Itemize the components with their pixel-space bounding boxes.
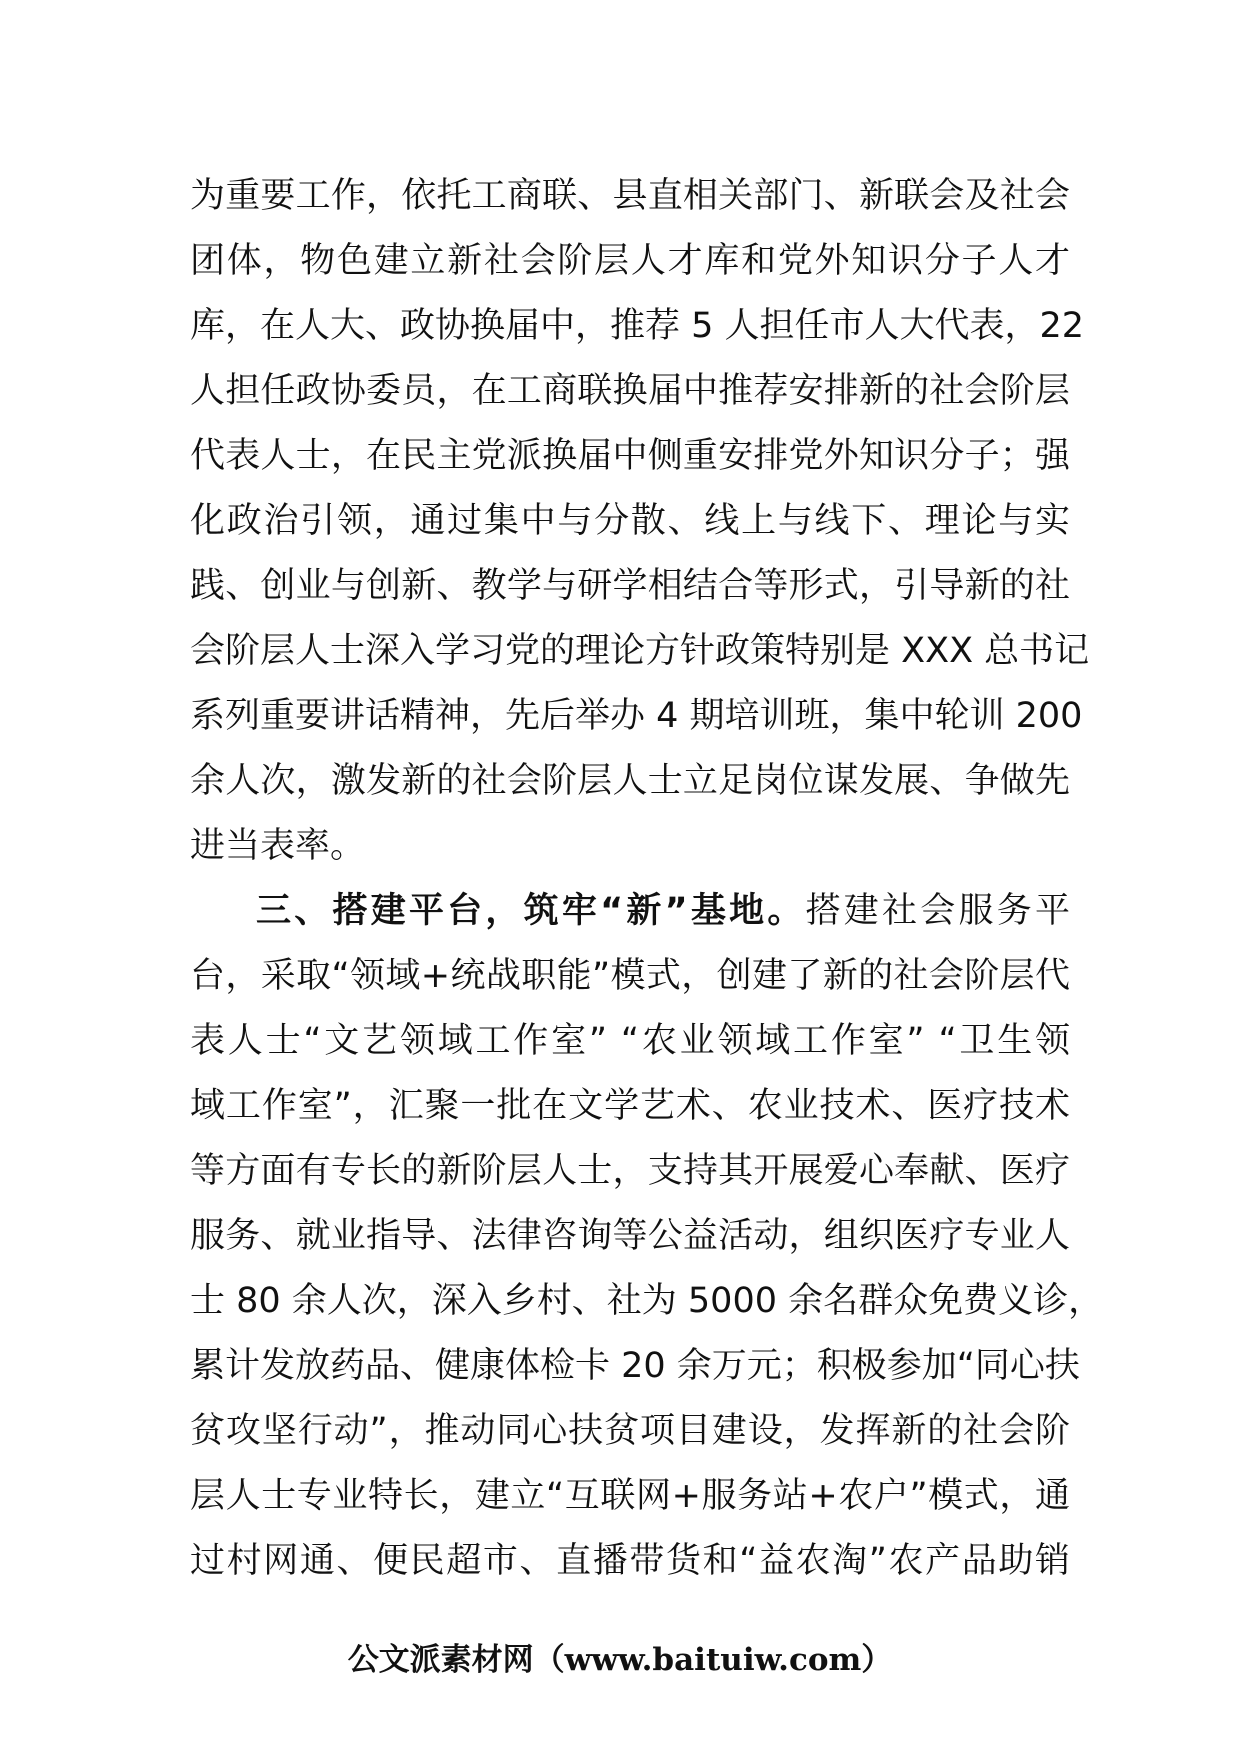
text-line: 化政治引领，通过集中与分散、线上与线下、理论与实 bbox=[190, 501, 1070, 541]
section-heading: 三、搭建平台，筑牢“新”基地。 bbox=[256, 891, 806, 931]
text-line: 进当表率。 bbox=[190, 826, 366, 866]
text-line: 库，在人大、政协换届中，推荐 5 人担任市人大代表，22 bbox=[190, 306, 1085, 346]
text-line: 域工作室”，汇聚一批在文学艺术、农业技术、医疗技术 bbox=[190, 1086, 1070, 1126]
footer-watermark: 公文派素材网（www.baituiw.com） bbox=[347, 1642, 893, 1678]
text-line: 台，采取“领域+统战职能”模式，创建了新的社会阶层代 bbox=[190, 956, 1070, 996]
text-line: 人担任政协委员，在工商联换届中推荐安排新的社会阶层 bbox=[190, 371, 1070, 411]
heading-line-text: 搭建社会服务平 bbox=[805, 891, 1070, 931]
text-line: 践、创业与创新、教学与研学相结合等形式，引导新的社 bbox=[190, 566, 1070, 606]
body-text bbox=[190, 164, 1104, 1594]
text-line: 士 80 余人次，深入乡村、社为 5000 余名群众免费义诊， bbox=[190, 1281, 1104, 1321]
text-line: 余人次，激发新的社会阶层人士立足岗位谋发展、争做先 bbox=[190, 761, 1070, 801]
section-heading-line bbox=[190, 879, 1070, 944]
text-line: 服务、就业指导、法律咨询等公益活动，组织医疗专业人 bbox=[190, 1216, 1070, 1256]
text-line: 层人士专业特长，建立“互联网+服务站+农户”模式，通 bbox=[190, 1476, 1070, 1516]
text-line: 代表人士，在民主党派换届中侧重安排党外知识分子；强 bbox=[190, 436, 1070, 476]
text-line: 为重要工作，依托工商联、县直相关部门、新联会及社会 bbox=[190, 176, 1070, 216]
text-line: 系列重要讲话精神，先后举办 4 期培训班，集中轮训 200 bbox=[190, 696, 1083, 736]
text-line: 过村网通、便民超市、直播带货和“益农淘”农产品助销 bbox=[190, 1541, 1070, 1581]
text-line: 累计发放药品、健康体检卡 20 余万元；积极参加“同心扶 bbox=[190, 1346, 1080, 1386]
text-line: 表人士“文艺领域工作室” “农业领域工作室” “卫生领 bbox=[190, 1021, 1070, 1061]
text-line: 团体，物色建立新社会阶层人才库和党外知识分子人才 bbox=[190, 241, 1070, 281]
text-line: 会阶层人士深入学习党的理论方针政策特别是 XXX 总书记 bbox=[190, 631, 1090, 671]
text-line: 等方面有专长的新阶层人士，支持其开展爱心奉献、医疗 bbox=[190, 1151, 1070, 1191]
text-line: 贫攻坚行动”，推动同心扶贫项目建设，发挥新的社会阶 bbox=[190, 1411, 1070, 1451]
